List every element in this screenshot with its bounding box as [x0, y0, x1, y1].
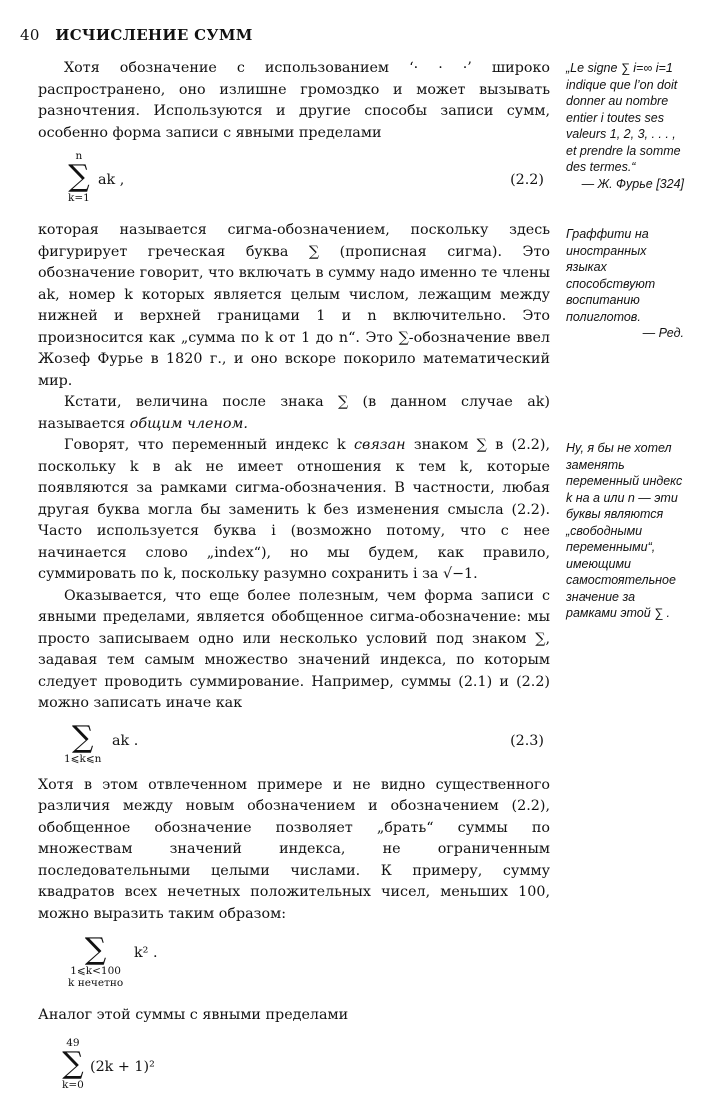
margin-attribution: — Ред. — [642, 326, 684, 340]
running-header — [20, 26, 253, 44]
text-run: Говорят, что переменный индекс k — [64, 437, 354, 453]
margin-quote: „Le signe ∑ i=∞ i=1 indique que l’on doit donner au nombre entier i toutes ses valeurs 1, 2, 3, . . . , et prendre la somme des termes.“ — [566, 61, 681, 174]
margin-text: Граффити на иностранных языках способствуют воспитанию полиглотов. — [566, 227, 656, 324]
sigma-symbol: ∑ — [71, 719, 94, 755]
margin-note-free-variables — [566, 440, 684, 622]
sum-lower-limit: 1⩽k<100 — [70, 965, 121, 977]
text-run: знаком ∑ в (2.2), поскольку k в ak не имеет отношения к тем k, которые появляются за рамками сигма-обозначения. В частности, любая другая буква могла бы заменить k без изменения смысла (2.2). Часто используется буква i (возможно потому, что с нее начинается слово „index“), но мы будем, как правило, суммировать по k, поскольку разумно сохранить i за √−1. — [38, 437, 550, 582]
chapter-title: ИСЧИСЛЕНИЕ СУММ — [55, 26, 253, 44]
sum-lower-limit: k=0 — [62, 1078, 84, 1091]
sum-term: ak . — [112, 732, 139, 749]
equation-2-3 — [38, 715, 550, 775]
equation-explicit-sum — [38, 1027, 550, 1097]
margin-attribution: — Ж. Фурье [324] — [581, 176, 684, 191]
equation-number: (2.3) — [510, 732, 544, 749]
margin-note-graffiti — [566, 226, 684, 342]
sigma-symbol: ∑ — [68, 159, 90, 194]
equation-2-2 — [38, 144, 550, 220]
equation-number: (2.2) — [510, 172, 544, 188]
sum-condition: k нечетно — [68, 977, 124, 989]
margin-note-fourier — [566, 60, 684, 192]
main-text — [38, 58, 550, 1097]
page-number: 40 — [20, 26, 40, 44]
paragraph-general-term — [38, 392, 550, 435]
paragraph-odd-squares: Хотя в этом отвлеченном примере и не видно существенного различия между новым обозначением и обозначением (2.2), обобщенное обозначение позволяет „брать“ суммы по множествам значений индекса, не ограниченным последовательными целыми числами. К примеру, сумму квадратов всех нечетных положительных чисел, меньших 100, можно выразить таким образом: — [38, 776, 550, 922]
sum-upper-limit: 49 — [66, 1036, 80, 1049]
equation-odd-squares — [38, 925, 550, 1005]
sum-lower-limit: k=1 — [68, 192, 90, 204]
sum-upper-limit: n — [75, 150, 83, 162]
paragraph-intro: Хотя обозначение с использованием ‘· · ·’ широко распространено, оно излишне громоздко и может вызывать разночтения. Используются и другие способы записи сумм, особенно форма записи с явными пределами — [38, 60, 550, 141]
paragraph-generalized: Оказывается, что еще более полезным, чем форма записи с явными пределами, является обобщенное сигма-обозначение: мы просто записываем одно или несколько условий под знаком ∑, задавая тем самым множество значений индекса, по которым следует проводить суммирование. Например, суммы (2.1) и (2.2) можно записать иначе как — [38, 587, 550, 711]
sum-term: (2k + 1)² — [90, 1058, 155, 1075]
sum-term: k² . — [134, 945, 158, 961]
text-run: Кстати, величина после знака ∑ (в данном случае ak) называется — [38, 394, 550, 432]
sum-lower-limit: 1⩽k⩽n — [64, 752, 102, 765]
sum-term: ak , — [98, 172, 125, 188]
sigma-symbol: ∑ — [84, 932, 107, 967]
bound-emphasis: связан — [353, 437, 406, 453]
paragraph-sigma: которая называется сигма-обозначением, поскольку здесь фигурирует греческая буква ∑ (прописная сигма). Это обозначение говорит, что включать в сумму надо именно те члены ak, номер k которых является целым числом, лежащим между нижней и верхней границами 1 и n включительно. Это произносится как „сумма по k от 1 до n“. Это ∑-обозначение ввел Жозеф Фурье в 1820 г., и оно вскоре покорило математический мир. — [38, 222, 550, 389]
margin-text: Ну, я бы не хотел заменять переменный индекс k на a или n — эти буквы являются „свободными переменными“, имеющими самостоятельное значение за рамками этой ∑ . — [566, 441, 683, 620]
sigma-symbol: ∑ — [62, 1045, 84, 1081]
paragraph-explicit-analog: Аналог этой суммы с явными пределами — [38, 1007, 349, 1023]
paragraph-bound-index — [38, 435, 550, 586]
term-emphasis: общим членом. — [129, 415, 248, 432]
